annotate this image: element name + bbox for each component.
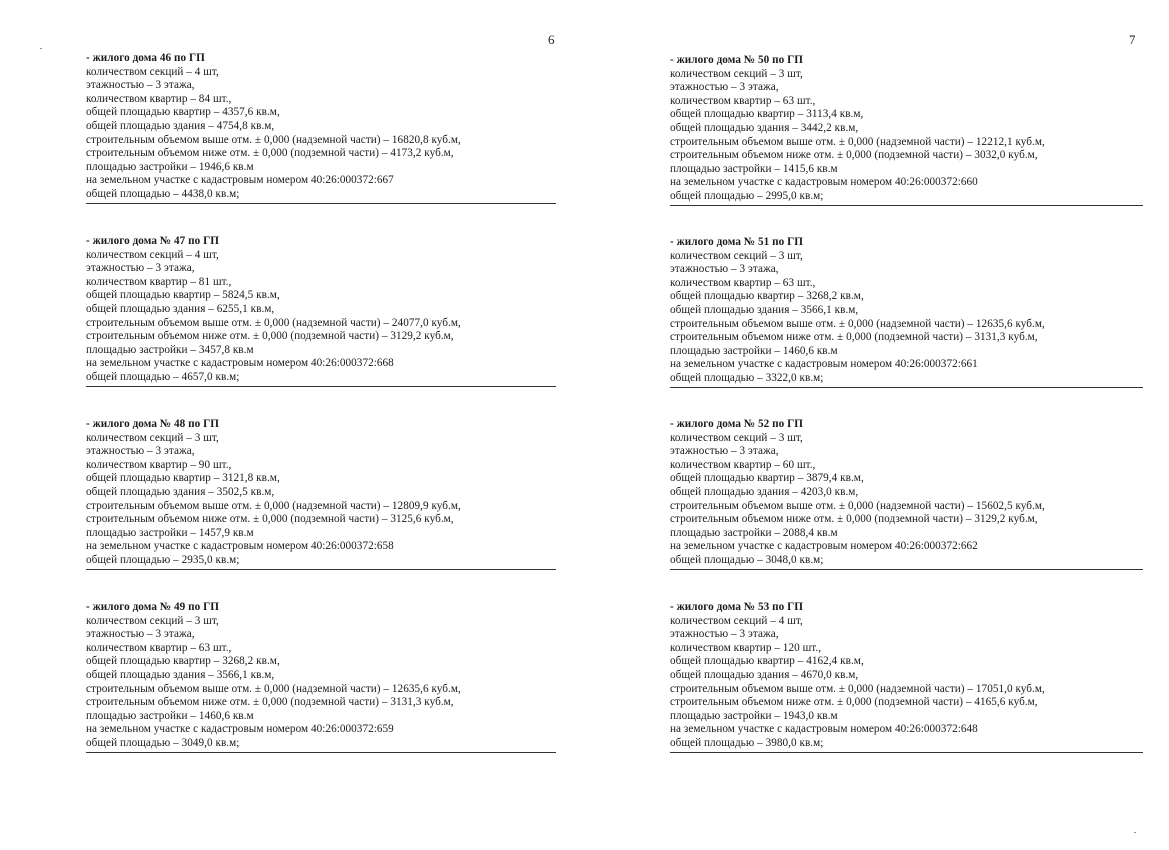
spec-line: общей площадью здания – 4203,0 кв.м,	[670, 485, 859, 498]
house-title: - жилого дома № 48 по ГП	[86, 418, 219, 430]
spec-line: количеством квартир – 120 шт.,	[670, 641, 822, 654]
page-number: 7	[1129, 32, 1136, 47]
spec-line: общей площадью здания – 3442,2 кв.м,	[670, 121, 859, 134]
spec-line: строительным объемом ниже отм. ± 0,000 (подземной части) – 3125,6 куб.м,	[86, 513, 454, 526]
spec-line: общей площадью здания – 3502,5 кв.м,	[86, 485, 275, 498]
house-block	[86, 235, 556, 387]
spec-line: этажностью – 3 этажа,	[86, 445, 195, 458]
spec-line: общей площадью здания – 4670,0 кв.м,	[670, 668, 859, 681]
house-title: - жилого дома № 49 по ГП	[86, 601, 219, 613]
house-block	[670, 601, 1143, 753]
spec-line: этажностью – 3 этажа,	[670, 263, 779, 276]
scan-speck	[40, 48, 42, 49]
spec-line: строительным объемом выше отм. ± 0,000 (надземной части) – 12635,6 куб.м,	[670, 317, 1045, 330]
total-area-line: общей площадью – 2935,0 кв.м;	[86, 554, 556, 570]
spec-line: строительным объемом ниже отм. ± 0,000 (подземной части) – 3131,3 куб.м,	[670, 331, 1038, 344]
spec-line: строительным объемом выше отм. ± 0,000 (надземной части) – 12809,9 куб.м,	[86, 499, 461, 512]
spec-line: строительным объемом выше отм. ± 0,000 (надземной части) – 15602,5 куб.м,	[670, 499, 1045, 512]
spec-line: строительным объемом ниже отм. ± 0,000 (подземной части) – 3032,0 куб.м,	[670, 149, 1038, 162]
spec-line: общей площадью здания – 6255,1 кв.м,	[86, 302, 275, 315]
spec-line: строительным объемом выше отм. ± 0,000 (надземной части) – 12635,6 куб.м,	[86, 682, 461, 695]
spec-line: на земельном участке с кадастровым номером 40:26:000372:660	[670, 176, 978, 189]
spec-line: строительным объемом выше отм. ± 0,000 (надземной части) – 12212,1 куб.м,	[670, 135, 1045, 148]
spec-line: количеством секций – 3 шт,	[670, 249, 803, 262]
spec-line: количеством квартир – 81 шт.,	[86, 275, 232, 288]
spec-line: на земельном участке с кадастровым номером 40:26:000372:661	[670, 358, 978, 371]
spec-line: количеством квартир – 63 шт.,	[86, 641, 232, 654]
spec-line: общей площадью здания – 3566,1 кв.м,	[670, 303, 859, 316]
house-block	[86, 52, 556, 204]
spec-line: количеством квартир – 63 шт.,	[670, 94, 816, 107]
spec-line: количеством секций – 3 шт,	[86, 431, 219, 444]
spec-line: этажностью – 3 этажа,	[86, 262, 195, 275]
spec-line: строительным объемом ниже отм. ± 0,000 (подземной части) – 3129,2 куб.м,	[86, 330, 454, 343]
spec-line: количеством секций – 4 шт,	[670, 614, 803, 627]
spec-line: строительным объемом ниже отм. ± 0,000 (подземной части) – 4173,2 куб.м,	[86, 147, 454, 160]
spec-line: общей площадью квартир – 5824,5 кв.м,	[86, 289, 280, 302]
total-area-line: общей площадью – 3322,0 кв.м;	[670, 372, 1143, 388]
spec-line: площадью застройки – 1946,6 кв.м	[86, 160, 254, 173]
house-title: - жилого дома № 53 по ГП	[670, 601, 803, 613]
spec-line: площадью застройки – 2088,4 кв.м	[670, 526, 838, 539]
house-title: - жилого дома № 51 по ГП	[670, 236, 803, 248]
spec-line: площадью застройки – 1460,6 кв.м	[86, 709, 254, 722]
spec-line: общей площадью квартир – 3121,8 кв.м,	[86, 472, 280, 485]
spec-line: строительным объемом выше отм. ± 0,000 (надземной части) – 17051,0 куб.м,	[670, 682, 1045, 695]
spec-line: общей площадью квартир – 3268,2 кв.м,	[86, 655, 280, 668]
spec-line: строительным объемом выше отм. ± 0,000 (надземной части) – 16820,8 куб.м,	[86, 133, 461, 146]
spec-line: общей площадью квартир – 3268,2 кв.м,	[670, 290, 864, 303]
spec-line: на земельном участке с кадастровым номером 40:26:000372:662	[670, 540, 978, 553]
spec-line: на земельном участке с кадастровым номером 40:26:000372:667	[86, 174, 394, 187]
spec-line: площадью застройки – 1415,6 кв.м	[670, 162, 838, 175]
total-area-line: общей площадью – 3048,0 кв.м;	[670, 554, 1143, 570]
spec-line: этажностью – 3 этажа,	[670, 81, 779, 94]
spec-line: общей площадью квартир – 4162,4 кв.м,	[670, 655, 864, 668]
total-area-line: общей площадью – 4657,0 кв.м;	[86, 371, 556, 387]
spec-line: на земельном участке с кадастровым номером 40:26:000372:648	[670, 723, 978, 736]
spec-line: количеством квартир – 60 шт.,	[670, 458, 816, 471]
house-title: - жилого дома № 47 по ГП	[86, 235, 219, 247]
house-block	[670, 418, 1143, 570]
spec-line: общей площадью квартир – 3113,4 кв.м,	[670, 108, 864, 121]
spec-line: строительным объемом ниже отм. ± 0,000 (подземной части) – 4165,6 куб.м,	[670, 696, 1038, 709]
page-number: 6	[548, 32, 555, 47]
page-7	[584, 0, 1169, 850]
spec-line: строительным объемом выше отм. ± 0,000 (надземной части) – 24077,0 куб.м,	[86, 316, 461, 329]
house-title: - жилого дома 46 по ГП	[86, 52, 205, 64]
spec-line: количеством секций – 3 шт,	[86, 614, 219, 627]
spec-line: количеством квартир – 63 шт.,	[670, 276, 816, 289]
spec-line: общей площадью здания – 4754,8 кв.м,	[86, 119, 275, 132]
spec-line: общей площадью квартир – 4357,6 кв.м,	[86, 106, 280, 119]
spec-line: общей площадью квартир – 3879,4 кв.м,	[670, 472, 864, 485]
spec-line: площадью застройки – 1460,6 кв.м	[670, 344, 838, 357]
house-block	[670, 236, 1143, 388]
spec-line: площадью застройки – 1457,9 кв.м	[86, 526, 254, 539]
spec-line: на земельном участке с кадастровым номером 40:26:000372:659	[86, 723, 394, 736]
total-area-line: общей площадью – 2995,0 кв.м;	[670, 190, 1143, 206]
spec-line: этажностью – 3 этажа,	[86, 79, 195, 92]
page-6	[0, 0, 584, 850]
spec-line: количеством квартир – 90 шт.,	[86, 458, 232, 471]
total-area-line: общей площадью – 3049,0 кв.м;	[86, 737, 556, 753]
house-block	[86, 601, 556, 753]
spec-line: на земельном участке с кадастровым номером 40:26:000372:668	[86, 357, 394, 370]
house-block	[86, 418, 556, 570]
spec-line: этажностью – 3 этажа,	[670, 628, 779, 641]
spec-line: общей площадью здания – 3566,1 кв.м,	[86, 668, 275, 681]
spec-line: строительным объемом ниже отм. ± 0,000 (подземной части) – 3131,3 куб.м,	[86, 696, 454, 709]
house-title: - жилого дома № 52 по ГП	[670, 418, 803, 430]
spec-line: площадью застройки – 3457,8 кв.м	[86, 343, 254, 356]
spec-line: площадью застройки – 1943,0 кв.м	[670, 709, 838, 722]
total-area-line: общей площадью – 4438,0 кв.м;	[86, 188, 556, 204]
house-block	[670, 54, 1143, 206]
spec-line: этажностью – 3 этажа,	[670, 445, 779, 458]
spec-line: количеством секций – 3 шт,	[670, 431, 803, 444]
scan-speck	[1134, 832, 1136, 833]
spec-line: строительным объемом ниже отм. ± 0,000 (подземной части) – 3129,2 куб.м,	[670, 513, 1038, 526]
total-area-line: общей площадью – 3980,0 кв.м;	[670, 737, 1143, 753]
spec-line: количеством секций – 4 шт,	[86, 248, 219, 261]
spec-line: количеством секций – 3 шт,	[670, 67, 803, 80]
spec-line: на земельном участке с кадастровым номером 40:26:000372:658	[86, 540, 394, 553]
spec-line: этажностью – 3 этажа,	[86, 628, 195, 641]
spec-line: количеством квартир – 84 шт.,	[86, 92, 232, 105]
spec-line: количеством секций – 4 шт,	[86, 65, 219, 78]
house-title: - жилого дома № 50 по ГП	[670, 54, 803, 66]
